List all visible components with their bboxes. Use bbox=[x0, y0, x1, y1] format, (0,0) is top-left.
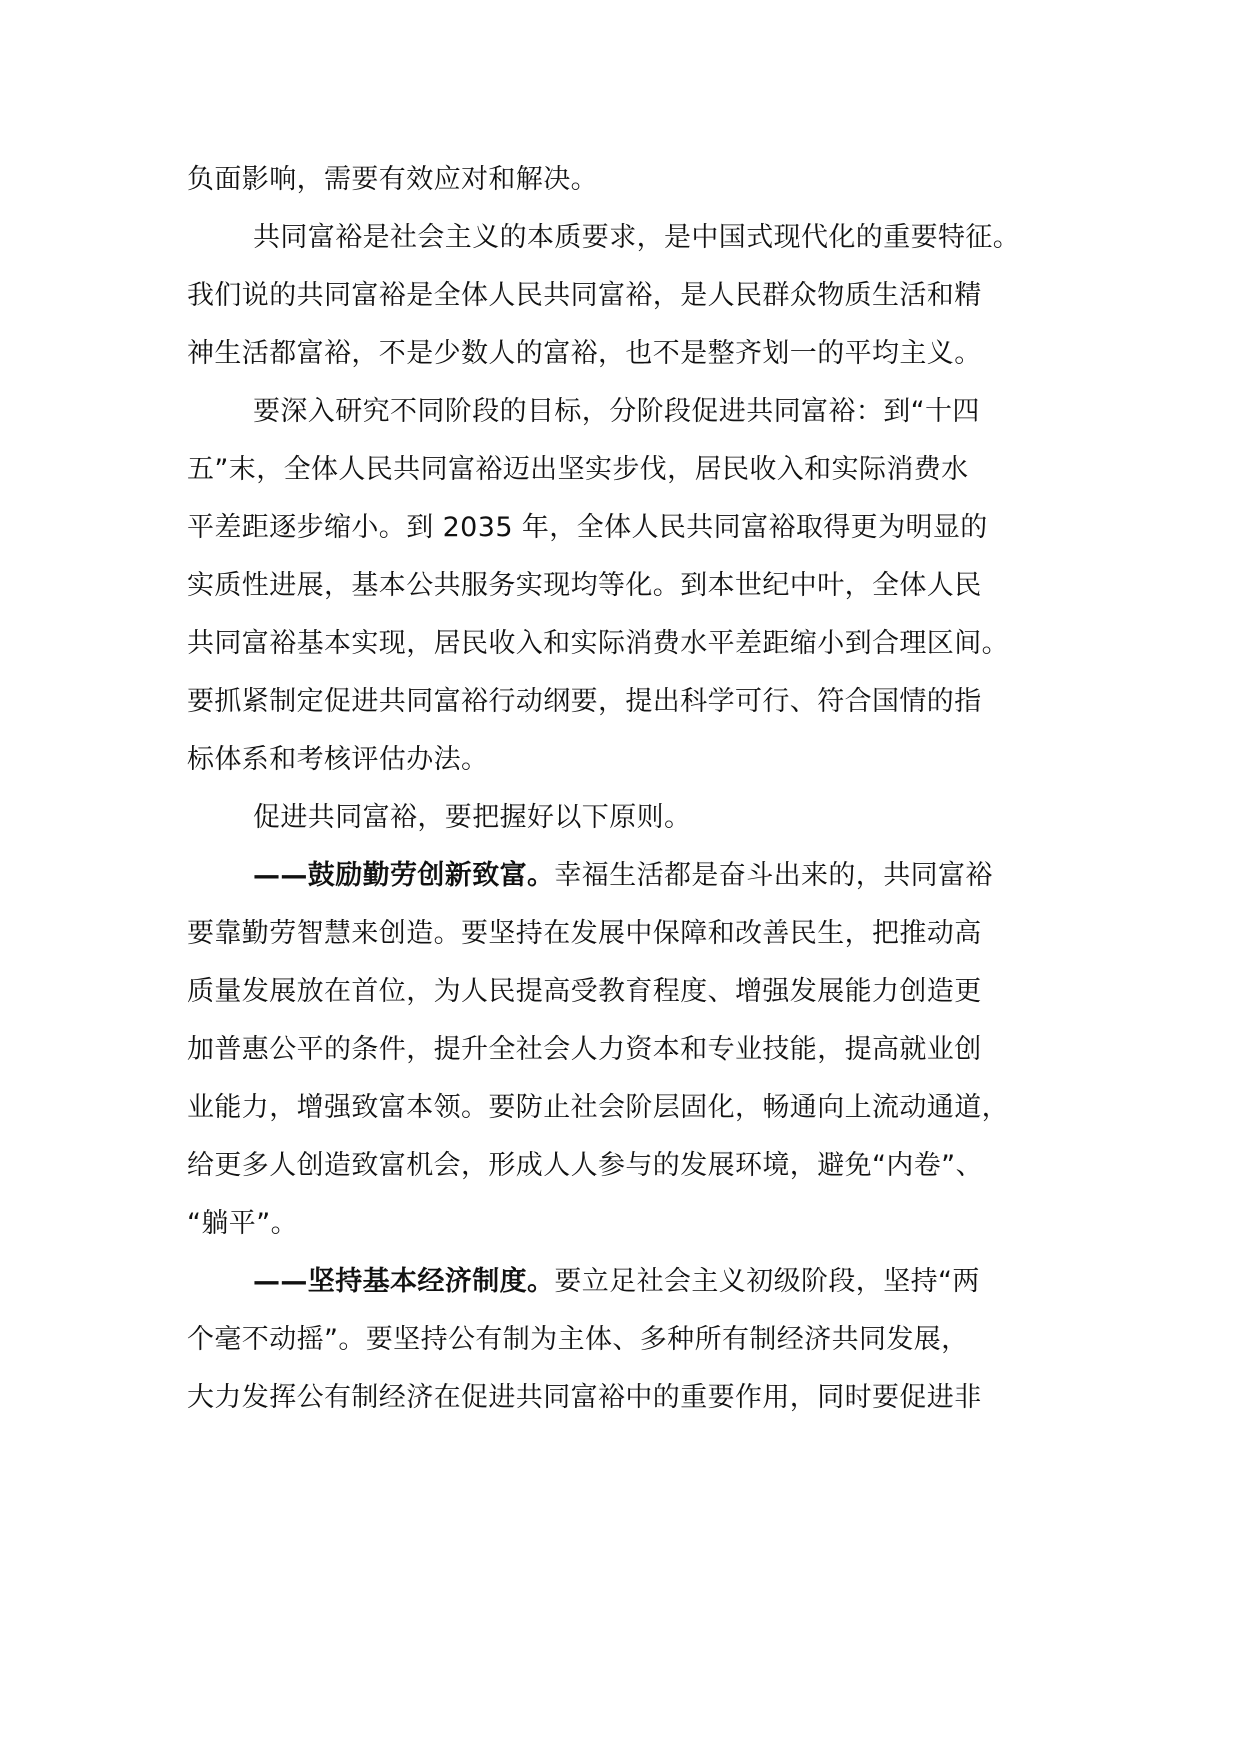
line-text: 标体系和考核评估办法。 bbox=[187, 744, 489, 775]
principle-heading: ——坚持基本经济制度。 bbox=[253, 1266, 555, 1297]
paragraph-start-line bbox=[253, 785, 1153, 851]
line-text: 个毫不动摇”。要坚持公有制为主体、多种所有制经济共同发展， bbox=[187, 1324, 969, 1355]
line-text: 要立足社会主义初级阶段，坚持“两 bbox=[554, 1266, 980, 1297]
text-line bbox=[187, 1075, 1087, 1141]
line-text: 要抓紧制定促进共同富裕行动纲要，提出科学可行、符合国情的指 bbox=[187, 686, 982, 717]
text-line bbox=[187, 901, 1087, 967]
line-text: 加普惠公平的条件，提升全社会人力资本和专业技能，提高就业创 bbox=[187, 1034, 982, 1065]
text-line bbox=[187, 611, 1087, 677]
line-text: 五”末，全体人民共同富裕迈出坚实步伐，居民收入和实际消费水 bbox=[187, 454, 969, 485]
text-line bbox=[187, 321, 1087, 387]
text-line bbox=[187, 147, 1087, 213]
line-text: 要深入研究不同阶段的目标，分阶段促进共同富裕：到“十四 bbox=[253, 396, 980, 427]
text-line bbox=[187, 727, 1087, 793]
line-text: 业能力，增强致富本领。要防止社会阶层固化，畅通向上流动通道， bbox=[187, 1092, 1009, 1123]
line-text: 我们说的共同富裕是全体人民共同富裕，是人民群众物质生活和精 bbox=[187, 280, 982, 311]
line-text: 质量发展放在首位，为人民提高受教育程度、增强发展能力创造更 bbox=[187, 976, 982, 1007]
line-text: 神生活都富裕，不是少数人的富裕，也不是整齐划一的平均主义。 bbox=[187, 338, 982, 369]
text-line bbox=[187, 1365, 1087, 1431]
text-line bbox=[187, 1191, 1087, 1257]
text-line bbox=[187, 437, 1087, 503]
text-line bbox=[187, 669, 1087, 735]
line-text: 平差距逐步缩小。到 2035 年，全体人民共同富裕取得更为明显的 bbox=[187, 512, 988, 543]
text-line bbox=[187, 1133, 1087, 1199]
principle-heading: ——鼓励勤劳创新致富。 bbox=[253, 860, 555, 891]
line-text: 共同富裕是社会主义的本质要求，是中国式现代化的重要特征。 bbox=[253, 222, 1021, 253]
line-text: 给更多人创造致富机会，形成人人参与的发展环境，避免“内卷”、 bbox=[187, 1150, 983, 1181]
text-line bbox=[187, 1307, 1087, 1373]
text-line bbox=[187, 495, 1087, 561]
line-text: 幸福生活都是奋斗出来的，共同富裕 bbox=[554, 860, 993, 891]
text-line bbox=[187, 263, 1087, 329]
text-line bbox=[187, 959, 1087, 1025]
paragraph-start-line bbox=[253, 379, 1153, 445]
line-text: 大力发挥公有制经济在促进共同富裕中的重要作用，同时要促进非 bbox=[187, 1382, 982, 1413]
line-text: 促进共同富裕，要把握好以下原则。 bbox=[253, 802, 692, 833]
paragraph-start-line bbox=[253, 205, 1153, 271]
text-line bbox=[187, 553, 1087, 619]
line-text: “躺平”。 bbox=[187, 1208, 298, 1239]
text-line bbox=[187, 1017, 1087, 1083]
line-text: 负面影响，需要有效应对和解决。 bbox=[187, 164, 598, 195]
line-text: 要靠勤劳智慧来创造。要坚持在发展中保障和改善民生，把推动高 bbox=[187, 918, 982, 949]
line-text: 实质性进展，基本公共服务实现均等化。到本世纪中叶，全体人民 bbox=[187, 570, 982, 601]
paragraph-start-line bbox=[253, 843, 1153, 909]
paragraph-start-line bbox=[253, 1249, 1153, 1315]
line-text: 共同富裕基本实现，居民收入和实际消费水平差距缩小到合理区间。 bbox=[187, 628, 1009, 659]
